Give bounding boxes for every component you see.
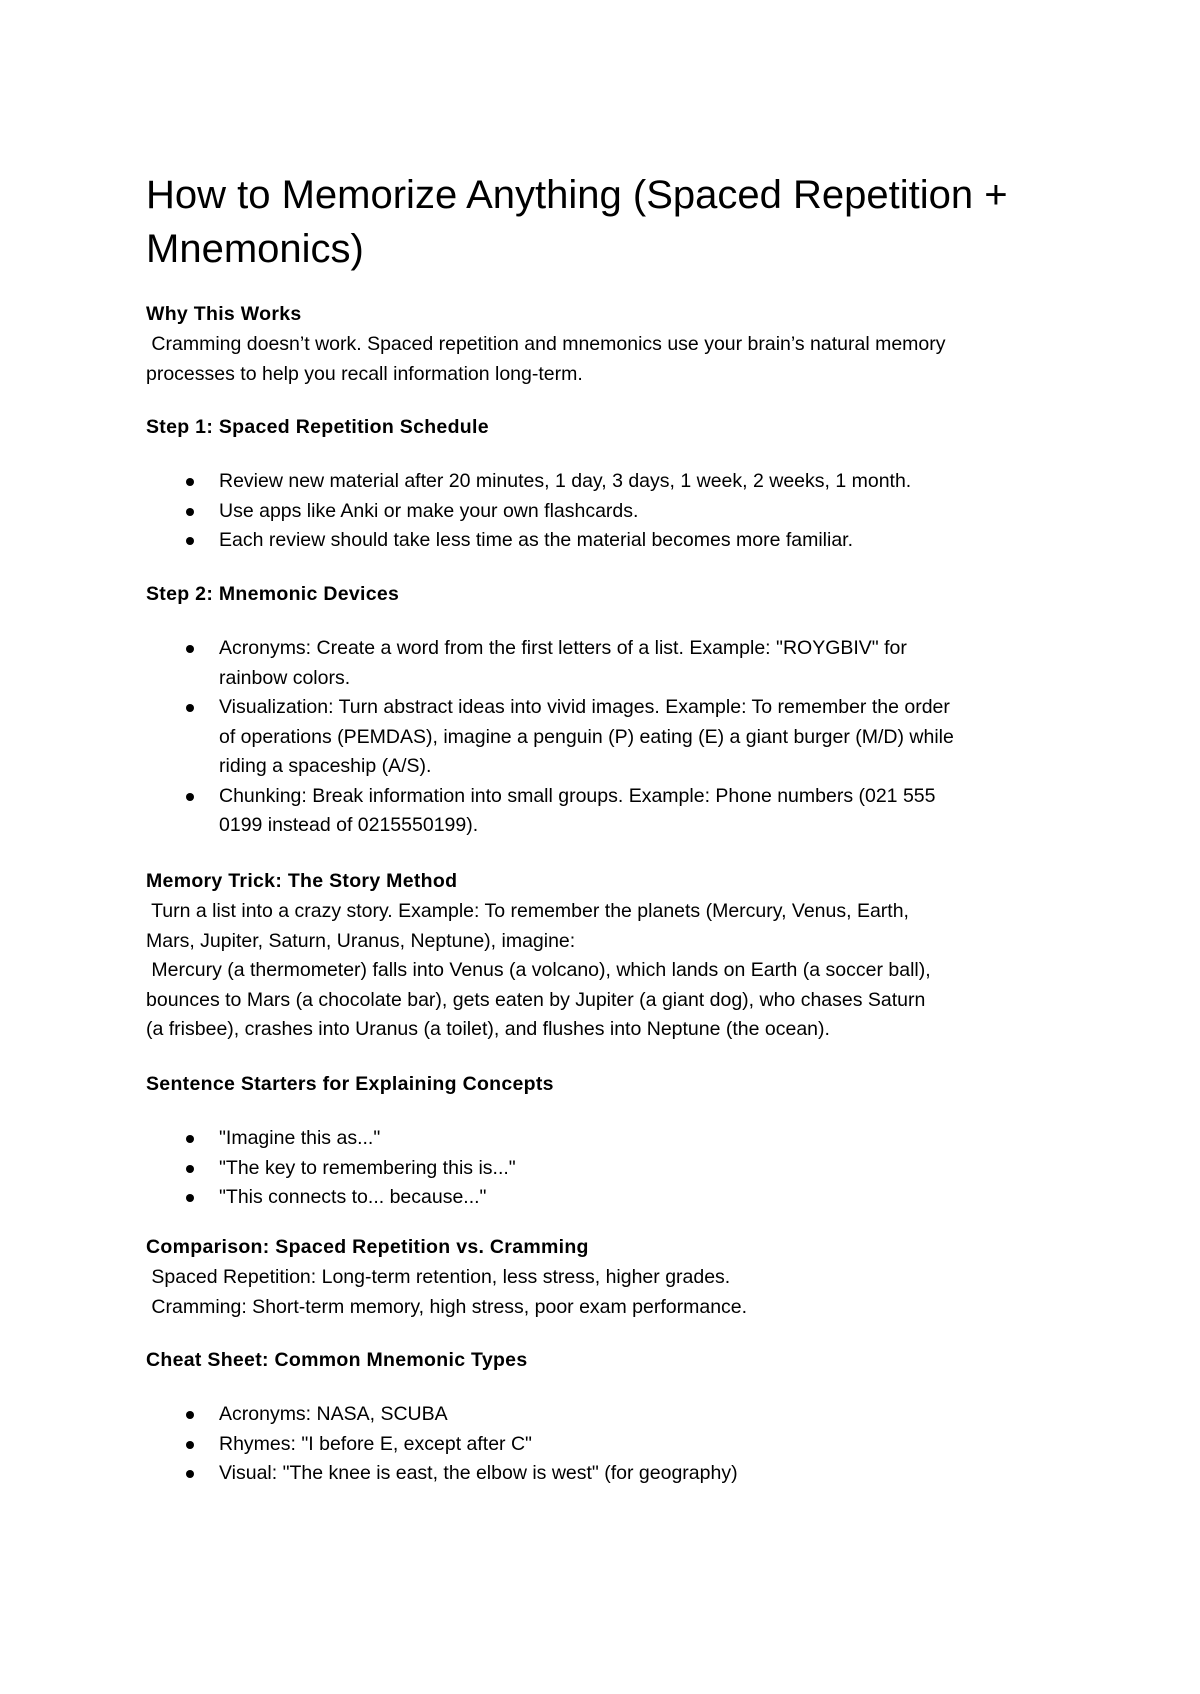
list-item: Chunking: Break information into small groups. Example: Phone numbers (021 555 0199 instead of 0215550199).: [146, 782, 1076, 841]
text-line: processes to help you recall information long-term.: [146, 362, 583, 385]
bullet-icon: [186, 1441, 194, 1449]
text-line: Spaced Repetition: Long-term retention, less stress, higher grades.: [146, 1266, 731, 1288]
bullet-icon: [186, 1194, 194, 1202]
why-paragraph: [146, 330, 1076, 389]
starters-list: [146, 1124, 1076, 1213]
list-item: Each review should take less time as the material becomes more familiar.: [146, 526, 1076, 556]
bullet-icon: [186, 478, 194, 486]
bullet-icon: [186, 1135, 194, 1143]
bullet-icon: [186, 645, 194, 653]
bullet-icon: [186, 793, 194, 801]
step1-heading: Step 1: Spaced Repetition Schedule: [146, 416, 489, 438]
step1-list: [146, 467, 1076, 556]
list-item: "This connects to... because...": [146, 1183, 1076, 1213]
comparison-heading: Comparison: Spaced Repetition vs. Cramming: [146, 1236, 589, 1258]
bullet-icon: [186, 1411, 194, 1419]
step2-heading: Step 2: Mnemonic Devices: [146, 583, 400, 605]
bullet-icon: [186, 537, 194, 545]
text-line: Cramming doesn’t work. Spaced repetition and mnemonics use your brain’s natural memory: [146, 333, 946, 355]
cheatsheet-heading: Cheat Sheet: Common Mnemonic Types: [146, 1349, 528, 1371]
text-line: Mars, Jupiter, Saturn, Uranus, Neptune), imagine:: [146, 929, 576, 952]
starters-heading: Sentence Starters for Explaining Concepts: [146, 1073, 554, 1095]
story-heading: Memory Trick: The Story Method: [146, 870, 458, 892]
list-item: "The key to remembering this is...": [146, 1154, 1076, 1184]
list-item: Visualization: Turn abstract ideas into vivid images. Example: To remember the order of operations (PEMDAS), imagine a penguin (P) eating (E) a giant burger (M/D) while riding a spaceship (A/S).: [146, 693, 1076, 782]
story-paragraph: [146, 897, 1076, 1045]
list-item: Rhymes: "I before E, except after C": [146, 1430, 1076, 1460]
list-item: "Imagine this as...": [146, 1124, 1076, 1154]
step2-list: [146, 634, 1076, 841]
text-line: (a frisbee), crashes into Uranus (a toilet), and flushes into Neptune (the ocean).: [146, 1018, 830, 1040]
cheatsheet-list: [146, 1400, 1076, 1489]
list-item: Acronyms: Create a word from the first letters of a list. Example: "ROYGBIV" for rainbow colors.: [146, 634, 1076, 693]
text-line: bounces to Mars (a chocolate bar), gets eaten by Jupiter (a giant dog), who chases Saturn: [146, 988, 926, 1011]
why-heading: Why This Works: [146, 303, 302, 325]
list-item: Visual: "The knee is east, the elbow is west" (for geography): [146, 1459, 1076, 1489]
bullet-icon: [186, 1470, 194, 1478]
document-title: How to Memorize Anything (Spaced Repetition + Mnemonics): [146, 173, 1008, 271]
list-item: Review new material after 20 minutes, 1 day, 3 days, 1 week, 2 weeks, 1 month.: [146, 467, 1076, 497]
text-line: Turn a list into a crazy story. Example: To remember the planets (Mercury, Venus, Earth,: [146, 900, 909, 922]
list-item: Use apps like Anki or make your own flashcards.: [146, 497, 1076, 527]
bullet-icon: [186, 1165, 194, 1173]
comparison-paragraph: [146, 1263, 1076, 1322]
list-item: Acronyms: NASA, SCUBA: [146, 1400, 1076, 1430]
bullet-icon: [186, 508, 194, 516]
text-line: Cramming: Short-term memory, high stress, poor exam performance.: [146, 1295, 748, 1318]
text-line: Mercury (a thermometer) falls into Venus (a volcano), which lands on Earth (a soccer ball),: [146, 959, 931, 981]
bullet-icon: [186, 704, 194, 712]
